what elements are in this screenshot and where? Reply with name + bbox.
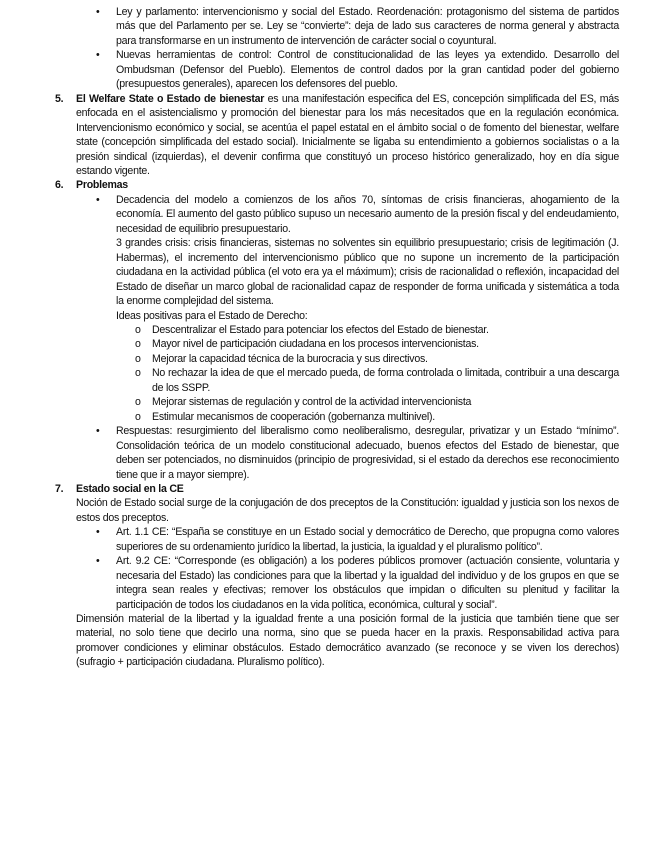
section-5 — [55, 92, 619, 179]
bullet-decadencia: • Decadencia del modelo a comienzos de los años 70, síntomas de crisis financieras, ahogamiento de la economía. El aumento del gasto público supuso un necesario aumento de la presión fiscal y del endeudamiento, necesidad de equilibrio presupuestario. — [116, 193, 619, 236]
bullet-respuestas: • Respuestas: resurgimiento del liberalismo como neoliberalismo, desregular, privatizar y un Estado “mínimo”. Consolidación teórica de un modelo constitucional adecuado, buenos efectos del Estado de bienestar, que deben ser potenciados, no disminuidos (principio de progresividad, si el estado da derechos ese reconocimiento tiene que ir a mayor siempre). — [116, 424, 619, 482]
section-title: El Welfare State o Estado de bienestar — [76, 92, 265, 105]
document-page — [0, 5, 655, 670]
idea-item: o Mejorar sistemas de regulación y control de la actividad intervencionista — [152, 395, 619, 409]
idea-item: o Estimular mecanismos de cooperación (gobernanza multinivel). — [152, 410, 619, 424]
idea-item: o Mejorar la capacidad técnica de la burocracia y sus directivos. — [152, 352, 619, 366]
section-title: Estado social en la CE — [76, 482, 184, 495]
section-title: Problemas — [76, 179, 128, 192]
section-number: 7. — [55, 482, 64, 495]
idea-item: o No rechazar la idea de que el mercado pueda, de forma controlada o limitada, contribuir a una descarga de los SSPP. — [152, 366, 619, 395]
section-text: es una manifestación especifica del ES, concepción simplificada del ES, más enfocada en el asistencialismo y promoción del bienestar para los más necesitados que en la regulación económica. Intervencionismo económico y social, se acentúa el papel estatal en el ámbito social o de fomento del bienestar, welfare state (concepción simplificada del estado social). Inicialmente se ligaba su entendimiento a gobiernos socialistas o a la presión sindical (izquierdas), el devenir confirma que constituyó un proceso histórico generalizado, hoy en día sigue estando vigente. — [76, 92, 619, 177]
bullet-ley-parlamento: • Ley y parlamento: intervencionismo y social del Estado. Reordenación: protagonismo del sistema de partidos más que del Parlamento per se. Ley se “convierte”: deja de lado sus caracteres de norma general y abstracta para transformarse en un instrumento de intervención de carácter social o coyuntural. — [116, 5, 619, 48]
section-7-heading — [55, 482, 619, 496]
section-number: 5. — [55, 92, 64, 105]
ideas-heading: Ideas positivas para el Estado de Derecho: — [116, 309, 308, 322]
bullet-art-1-1: • Art. 1.1 CE: “España se constituye en un Estado social y democrático de Derecho, que propugna como valores superiores de su ordenamiento jurídico la libertad, la justicia, la igualdad y el pluralismo político”. — [116, 525, 619, 554]
section-number: 6. — [55, 179, 64, 192]
idea-item: o Descentralizar el Estado para potenciar los efectos del Estado de bienestar. — [152, 323, 619, 337]
bullet-art-9-2: • Art. 9.2 CE: “Corresponde (es obligación) a los poderes públicos promover (actuación consiente, voluntaria y necesaria del Estado) las condiciones para que la libertad y la igualdad del individuo y de los grupos en que se integra sean reales y efectivas; remover los obstáculos que impidan o dificulten su plenitud y facilitar la participación de todos los ciudadanos en la vida política, económica, cultural y social”. — [116, 554, 619, 612]
crisis-paragraph: 3 grandes crisis: crisis financieras, sistemas no solventes sin equilibrio presupuestario; crisis de legitimación (J. Habermas), el incremento del intervencionismo público que no supone un incremento de la participación ciudadana en la actividad pública (el voto era ya el máximum); crisis de racionalidad o reflexión, incapacidad del Estado de diseñar un marco global de racionalidad capaz de responder de forma unificada y sistemática a toda la enorme complejidad del sistema. — [116, 237, 619, 308]
section-6-heading — [55, 178, 619, 192]
bullet-herramientas-control: • Nuevas herramientas de control: Control de constitucionalidad de las leyes ya extendido. Desarrollo del Ombudsman (Defensor del Pueblo). Elementos de control dados por la gran cantidad poder del gobierno (presupuestos generales), aparecen los defensores del pueblo. — [116, 48, 619, 91]
section-7-intro: Noción de Estado social surge de la conjugación de dos preceptos de la Constitución: igualdad y justicia son los nexos de estos dos preceptos. — [76, 497, 619, 524]
idea-item: o Mayor nivel de participación ciudadana en los procesos intervencionistas. — [152, 337, 619, 351]
closing-paragraph: Dimensión material de la libertad y la igualdad frente a una posición formal de la justicia que también tiene que ser material, no solo tiene que decirlo una norma, sino que se pueda hacer en la praxis. Responsabilidad activa para promover condiciones y eliminar obstáculos. Estado democrático avanzado (se reconoce y se viven los derechos) (sufragio + participación ciudadana. Pluralismo político). — [76, 613, 619, 669]
